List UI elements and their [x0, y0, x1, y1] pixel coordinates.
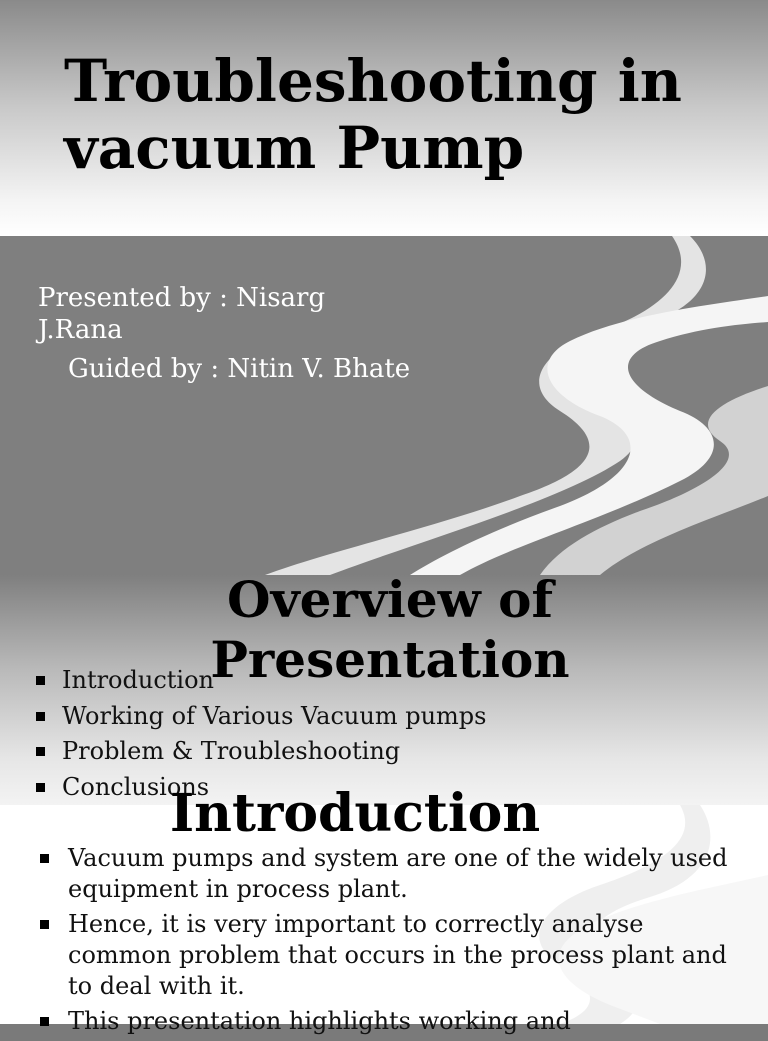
- bullet-icon: [36, 676, 45, 685]
- overview-item-label: Working of Various Vacuum pumps: [62, 701, 487, 730]
- introduction-item-text: Vacuum pumps and system are one of the widely used equipment in process plant.: [68, 844, 728, 903]
- introduction-list: [40, 843, 730, 1041]
- overview-item-problem: [36, 734, 486, 770]
- presenter-text: Presented by : Nisarg J.Rana: [38, 283, 326, 345]
- bullet-icon: [40, 920, 49, 929]
- bullet-icon: [40, 854, 49, 863]
- bullet-icon: [40, 1017, 49, 1026]
- overview-item-label: Conclusions: [62, 772, 210, 801]
- introduction-item: [40, 843, 730, 905]
- overview-item-introduction: [36, 663, 486, 699]
- introduction-item-text: This presentation highlights working and: [68, 1007, 571, 1035]
- overview-item-label: Introduction: [62, 666, 214, 694]
- overview-item-label: Problem & Troubleshooting: [62, 737, 401, 765]
- introduction-heading: Introduction: [169, 783, 541, 844]
- bullet-icon: [36, 747, 45, 756]
- overview-item-working: [36, 699, 486, 735]
- introduction-item: [40, 1006, 730, 1037]
- introduction-item-text: Hence, it is very important to correctly analyse common problem that occurs in the process plant and to deal with it.: [68, 910, 727, 1000]
- bullet-icon: [36, 712, 45, 721]
- slide-title: Troubleshooting in vacuum Pump: [64, 47, 682, 182]
- introduction-item: [40, 909, 730, 1002]
- guide-text: Guided by : Nitin V. Bhate: [68, 354, 411, 384]
- overview-heading: Overview of Presentation: [210, 570, 570, 689]
